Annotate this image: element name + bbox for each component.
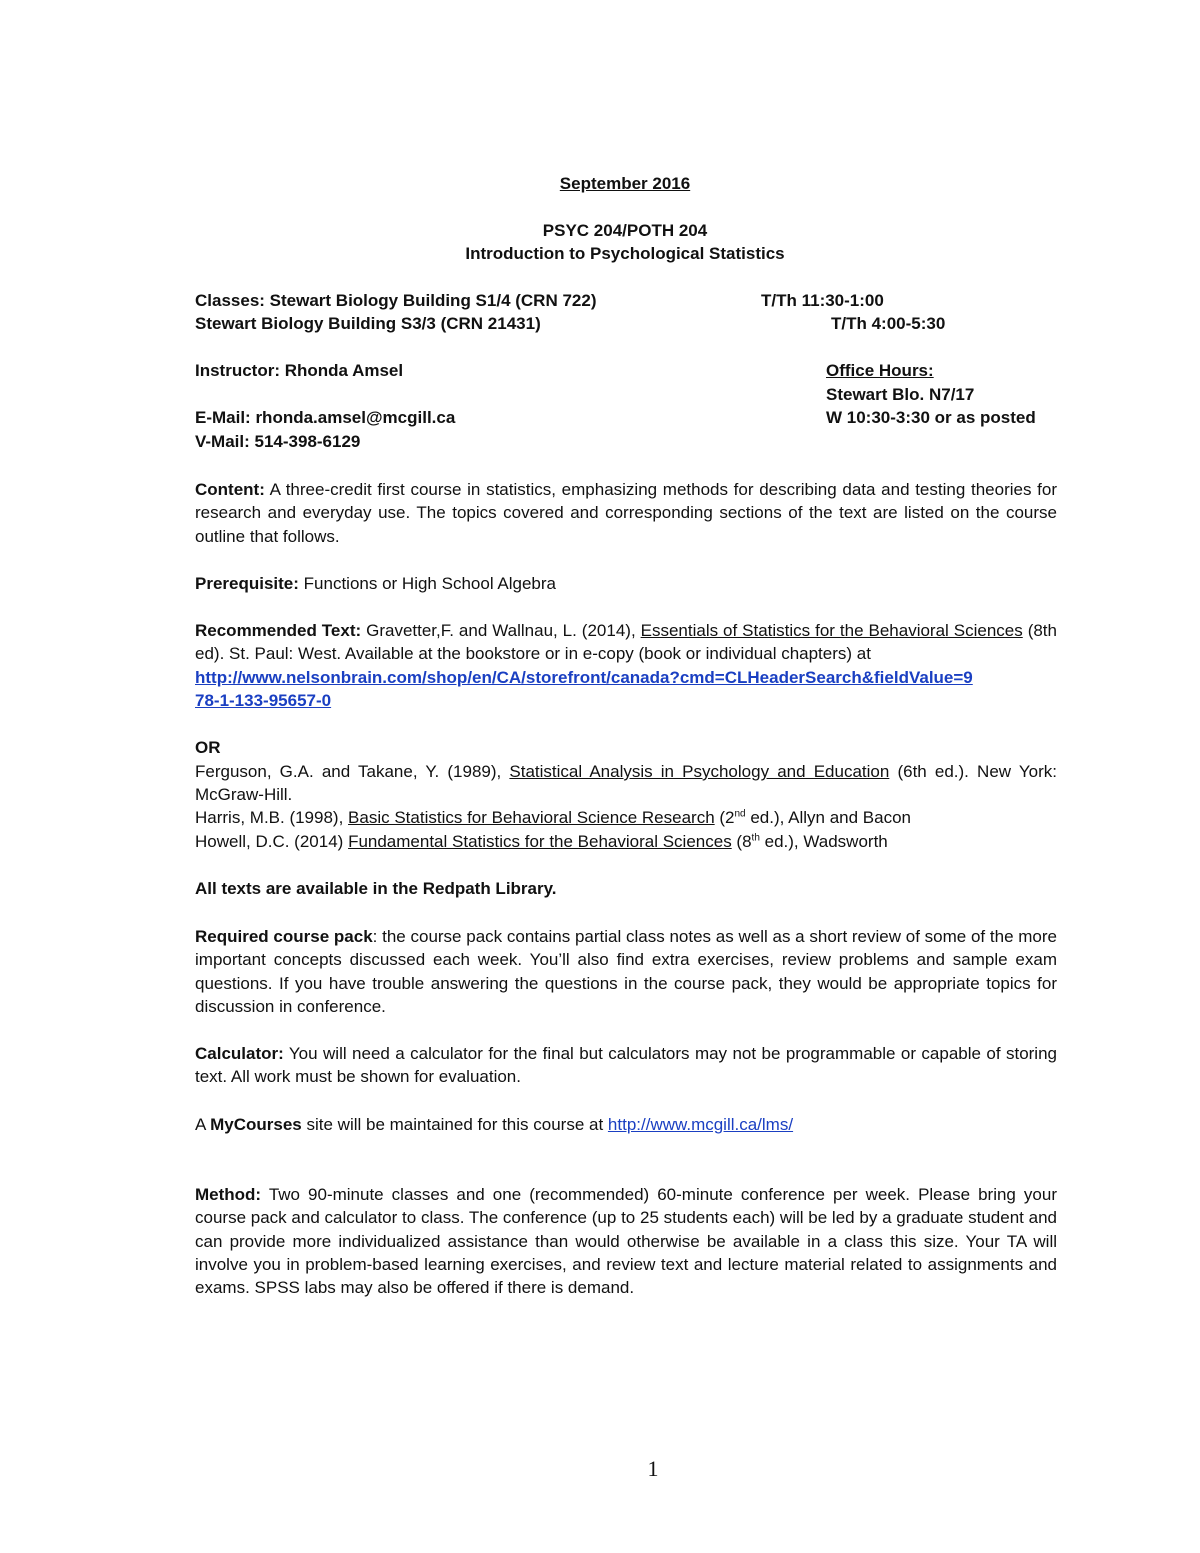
harris-ed: (2 <box>714 808 735 827</box>
harris-reference <box>195 806 911 829</box>
ferguson-post: (6th ed.). New York: McGraw-Hill. <box>195 762 1057 805</box>
mycourses-link[interactable]: http://www.mcgill.ca/lms/ <box>607 1115 794 1134</box>
howell-ed: (8 <box>731 832 752 851</box>
page-number: 1 <box>647 1456 659 1481</box>
content-paragraph <box>195 478 1057 548</box>
course-pack-paragraph <box>195 925 1057 1018</box>
class-time-2: T/Th 4:00-5:30 <box>831 314 946 333</box>
document-date: September 2016 <box>559 174 691 193</box>
howell-reference <box>195 830 888 853</box>
recommended-url-line-1[interactable] <box>195 666 973 689</box>
or-label: OR <box>195 738 221 757</box>
howell-title: Fundamental Statistics for the Behavioral Sciences <box>348 832 732 851</box>
prerequisite-label: Prerequisite: <box>195 574 299 593</box>
prerequisite-text: Functions or High School Algebra <box>298 574 556 593</box>
calculator-paragraph <box>195 1042 1057 1089</box>
course-code: PSYC 204/POTH 204 <box>542 221 708 240</box>
recommended-book-title: Essentials of Statistics for the Behavioral Sciences <box>640 621 1023 640</box>
recommended-label: Recommended Text: <box>195 621 362 640</box>
mycourses-mid: site will be maintained for this course at <box>301 1115 608 1134</box>
content-text: A three-credit first course in statistics, emphasizing methods for describing data and testing theories for research and everyday use. The topics covered and corresponding sections of the text are listed on the course outline that follows. <box>195 480 1057 546</box>
recommended-text-paragraph <box>195 619 1057 666</box>
course-pack-text: : the course pack contains partial class notes as well as a short review of some of the more important concepts discussed each week. You’ll also find extra exercises, review problems and sample exam questions. If you have trouble answering the questions in the course pack, they would be appropriate topics for discussion in conference. <box>195 927 1057 1016</box>
mycourses-line <box>195 1113 793 1136</box>
method-text: Two 90-minute classes and one (recommended) 60-minute conference per week. Please bring your course pack and calculator to class. The conference (up to 25 students each) will be led by a graduate student and can provide more individualized assistance than would otherwise be available in a class this size. Your TA will involve you in problem-based learning exercises, and review text and lecture material related to assignments and exams. SPSS labs may also be offered if there is demand. <box>195 1185 1057 1298</box>
recommended-url-link-2[interactable]: 78-1-133-95657-0 <box>195 691 332 710</box>
method-label: Method: <box>195 1185 262 1204</box>
calculator-label: Calculator: <box>195 1044 284 1063</box>
recommended-url-line-2[interactable] <box>195 689 331 712</box>
instructor-vmail: V-Mail: 514-398-6129 <box>195 432 361 451</box>
howell-pre: Howell, D.C. (2014) <box>195 832 349 851</box>
recommended-pre: Gravetter,F. and Wallnau, L. (2014), <box>361 621 641 640</box>
instructor-name: Instructor: Rhonda Amsel <box>195 361 404 380</box>
harris-sup: nd <box>734 808 746 820</box>
howell-post: ed.), Wadsworth <box>759 832 888 851</box>
prerequisite-line <box>195 572 556 595</box>
mycourses-pre: A <box>195 1115 211 1134</box>
harris-pre: Harris, M.B. (1998), <box>195 808 349 827</box>
instructor-email: E-Mail: rhonda.amsel@mcgill.ca <box>195 408 456 427</box>
mycourses-name: MyCourses <box>210 1115 302 1134</box>
harris-title: Basic Statistics for Behavioral Science Research <box>348 808 715 827</box>
ferguson-title: Statistical Analysis in Psychology and Education <box>509 762 890 781</box>
class-location-1: Classes: Stewart Biology Building S1/4 (CRN 722) <box>195 291 597 310</box>
recommended-url-link-1[interactable]: http://www.nelsonbrain.com/shop/en/CA/storefront/canada?cmd=CLHeaderSearch&fieldValue=9 <box>195 668 973 687</box>
office-location: Stewart Blo. N7/17 <box>826 385 975 404</box>
library-note: All texts are available in the Redpath Library. <box>195 879 557 898</box>
class-time-1: T/Th 11:30-1:00 <box>761 291 884 310</box>
course-pack-label: Required course pack <box>195 927 373 946</box>
ferguson-pre: Ferguson, G.A. and Takane, Y. (1989), <box>195 762 510 781</box>
office-hours-label: Office Hours: <box>826 361 934 380</box>
office-hours-time: W 10:30-3:30 or as posted <box>826 408 1036 427</box>
course-title: Introduction to Psychological Statistics <box>465 244 785 263</box>
calculator-text: You will need a calculator for the final but calculators may not be programmable or capable of storing text. All work must be shown for evaluation. <box>195 1044 1057 1087</box>
class-location-2: Stewart Biology Building S3/3 (CRN 21431) <box>195 314 541 333</box>
recommended-post: (8th ed). St. Paul: West. Available at the bookstore or in e-copy (book or individual chapters) at <box>195 621 1057 664</box>
ferguson-reference <box>195 760 1057 807</box>
method-paragraph <box>195 1183 1057 1299</box>
harris-post: ed.), Allyn and Bacon <box>745 808 912 827</box>
howell-sup: th <box>751 832 760 844</box>
content-label: Content: <box>195 480 265 499</box>
